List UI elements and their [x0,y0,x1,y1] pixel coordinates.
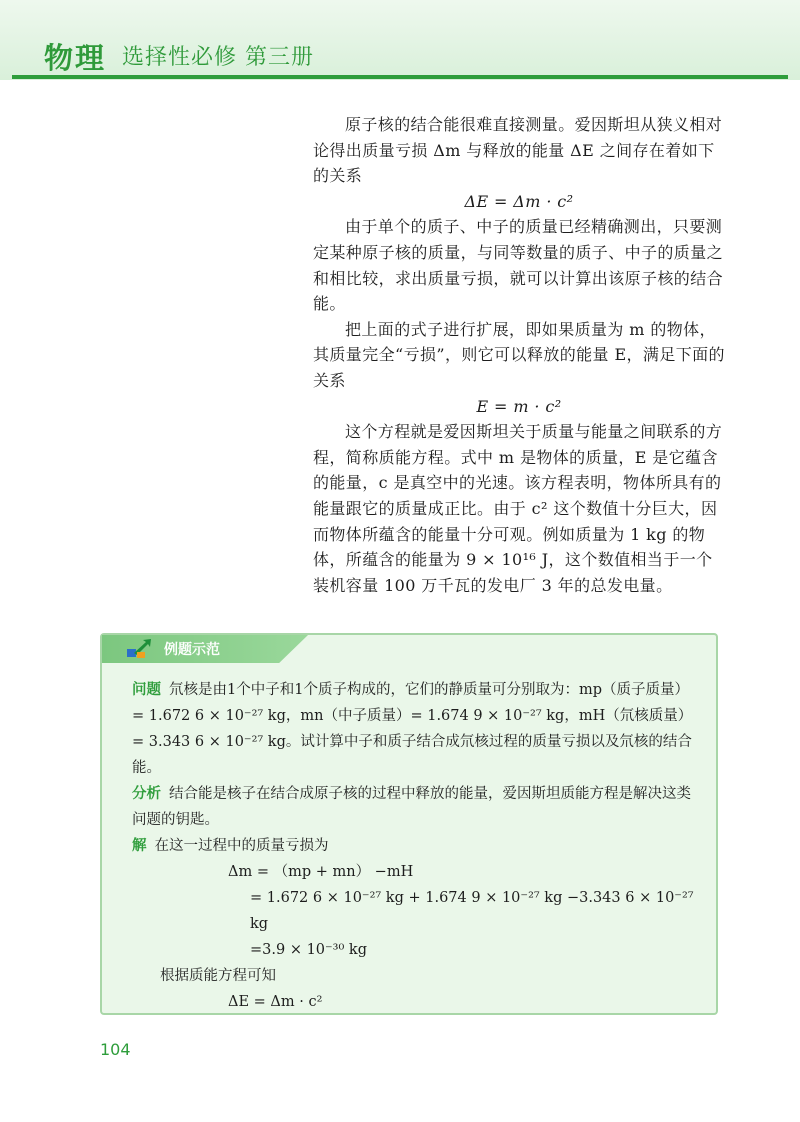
main-text [313,112,725,598]
question [132,677,698,781]
calc-line-1: Δm = （mp + mn） −mH [228,864,414,880]
conclusion: 根据质能方程可知 [160,968,276,984]
example-box [100,633,718,1015]
solution [132,833,698,859]
solution-intro: 在这一过程中的质量亏损为 [154,838,329,854]
question-text: 氘核是由1个中子和1个质子构成的，它们的静质量可分别取为：mp（质子质量）= 1.672 6 × 10⁻²⁷ kg，mn（中子质量）= 1.674 9 × 10⁻²⁷ kg，mH（氘核质量）= 3.343 6 × 10⁻²⁷ kg。试计算中子和质子结合成氘核过程的质量亏损以及氘核的结合能。 [132,682,693,776]
question-tag: 问题 [132,682,161,698]
formula-mass-energy: E = m · c² [476,396,562,416]
paragraph-4: 这个方程就是爱因斯坦关于质量与能量之间联系的方程，简称质能方程。式中 m 是物体的质量，E 是它蕴含的能量，c 是真空中的光速。该方程表明，物体所具有的能量跟它的质量成正比。由于 c² 这个数值十分巨大，因而物体所蕴含的能量十分可观。例如质量为 1 kg 的物体，所蕴含的能量为 9 × 10¹⁶ J，这个数值相当于一个装机容量 100 万千瓦的发电厂 3 年的总发电量。 [313,422,723,595]
analysis-tag: 分析 [132,786,161,802]
paragraph-2: 由于单个的质子、中子的质量已经精确测出，只要测定某种原子核的质量，与同等数量的质子、中子的质量之和相比较，求出质量亏损，就可以计算出该原子核的结合能。 [313,217,724,314]
page-number: 104 [100,1040,131,1059]
final-formula: ΔE = Δm · c² [228,994,323,1010]
header-band [0,0,800,80]
arrow-icon [126,639,152,659]
analysis-text: 结合能是核子在结合成原子核的过程中释放的能量，爱因斯坦质能方程是解决这类问题的钥匙。 [132,786,691,828]
paragraph-1: 原子核的结合能很难直接测量。爱因斯坦从狭义相对论得出质量亏损 Δm 与释放的能量 ΔE 之间存在着如下的关系 [313,115,723,186]
calc-line-3: =3.9 × 10⁻³⁰ kg [250,942,367,958]
paragraph-3: 把上面的式子进行扩展，即如果质量为 m 的物体，其质量完全“亏损”，则它可以释放的能量 E，满足下面的关系 [313,319,725,390]
header-rule [12,75,788,79]
example-tab-label: 例题示范 [164,642,220,658]
book-subtitle: 选择性必修 第三册 [122,45,314,70]
calc-line-2: = 1.672 6 × 10⁻²⁷ kg + 1.674 9 × 10⁻²⁷ kg −3.343 6 × 10⁻²⁷ kg [250,890,694,932]
analysis [132,781,698,833]
formula-mass-defect: ΔE = Δm · c² [464,191,574,211]
solution-tag: 解 [132,838,147,854]
example-body [132,677,698,1015]
book-title: 物理 [44,41,107,75]
